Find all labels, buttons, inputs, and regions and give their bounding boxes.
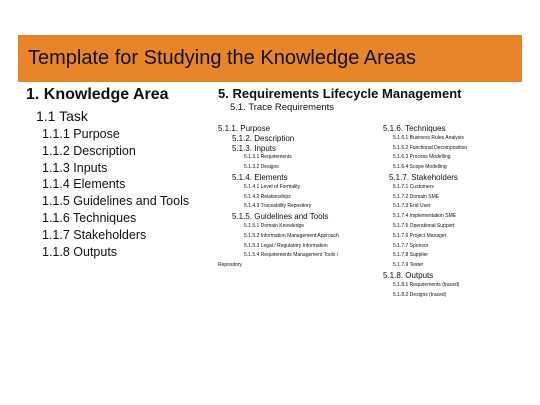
outline-item: 5.1.8.2 Designs (traced) <box>393 291 447 298</box>
ka-section-heading: 5. Requirements Lifecycle Management <box>218 86 462 101</box>
title-bar <box>18 35 522 82</box>
outline-item: 5.1.6.4 Scope Modelling <box>393 164 447 171</box>
outline-item: 5.1.4.2 Relationships <box>244 193 291 200</box>
outline-heading: 5.1.6. Techniques <box>383 124 446 133</box>
outline-item: 5.1.6.1 Business Rules Analysis <box>393 134 464 141</box>
outline-item: 5.1.3.2 Designs <box>244 164 279 171</box>
outline-heading: 5.1.7. Stakeholders <box>389 172 458 182</box>
task-outline-list <box>42 126 189 260</box>
list-item: 1.1.5 Guidelines and Tools <box>42 194 190 209</box>
outline-item: 5.1.6.3 Process Modelling <box>393 154 451 161</box>
outline-item: 5.1.5.2 Information Management Approach <box>244 232 339 239</box>
outline-item: 5.1.7.9 Tester <box>393 262 424 269</box>
outline-item: 5.1.7.2 Domain SME <box>393 193 440 200</box>
list-item: 1.1.1 Purpose <box>42 127 120 141</box>
outline-item: 5.1.7.6 Project Manager <box>393 232 447 239</box>
middle-outline <box>218 124 339 271</box>
outline-heading: 5.1.4. Elements <box>232 172 288 182</box>
outline-item: 5.1.4.3 Traceability Repository <box>244 203 312 210</box>
task-heading: 1.1 Task <box>36 108 88 124</box>
outline-item: 5.1.7.4 Implementation SME <box>393 213 457 220</box>
list-item: 1.1.4 Elements <box>42 177 126 192</box>
outline-heading: 5.1.3. Inputs <box>232 143 277 153</box>
list-item: 1.1.2 Description <box>42 143 136 158</box>
task-section-heading: 5.1. Trace Requirements <box>230 102 335 113</box>
outline-item: 5.1.7.5 Operational Support <box>393 222 455 229</box>
outline-item: 5.1.5.1 Domain Knowledge <box>244 222 305 229</box>
outline-item: 5.1.6.2 Functional Decomposition <box>393 144 468 151</box>
outline-item: 5.1.8.1 Requirements (traced) <box>393 281 460 288</box>
outline-item: 5.1.7.3 End User <box>393 203 431 210</box>
outline-heading: 5.1.2. Description <box>232 133 295 143</box>
slide-title: Template for Studying the Knowledge Areas <box>28 47 417 69</box>
knowledge-area-heading: 1. Knowledge Area <box>26 86 169 103</box>
outline-heading: 5.1.5. Guidelines and Tools <box>232 212 329 222</box>
outline-item: 5.1.7.8 Supplier <box>393 252 429 259</box>
outline-item: 5.1.7.1 Customers <box>393 183 434 190</box>
outline-heading: 5.1.8. Outputs <box>383 270 434 280</box>
right-outline <box>383 124 467 300</box>
outline-heading: 5.1.1. Purpose <box>218 124 271 133</box>
outline-item: 5.1.5.4 Requirements Management Tools / <box>244 252 339 259</box>
outline-item: 5.1.4.1 Level of Formality <box>244 183 301 190</box>
list-item: 1.1.6 Techniques <box>42 210 137 225</box>
outline-item: 5.1.5.3 Legal / Regulatory Information <box>244 242 328 249</box>
outline-item-wrap: Repository <box>218 262 242 269</box>
outline-item: 5.1.7.7 Sponsor <box>393 242 429 249</box>
outline-item: 5.1.3.1 Requirements <box>244 154 292 161</box>
list-item: 1.1.8 Outputs <box>42 244 118 259</box>
list-item: 1.1.3 Inputs <box>42 160 108 175</box>
list-item: 1.1.7 Stakeholders <box>42 227 147 242</box>
